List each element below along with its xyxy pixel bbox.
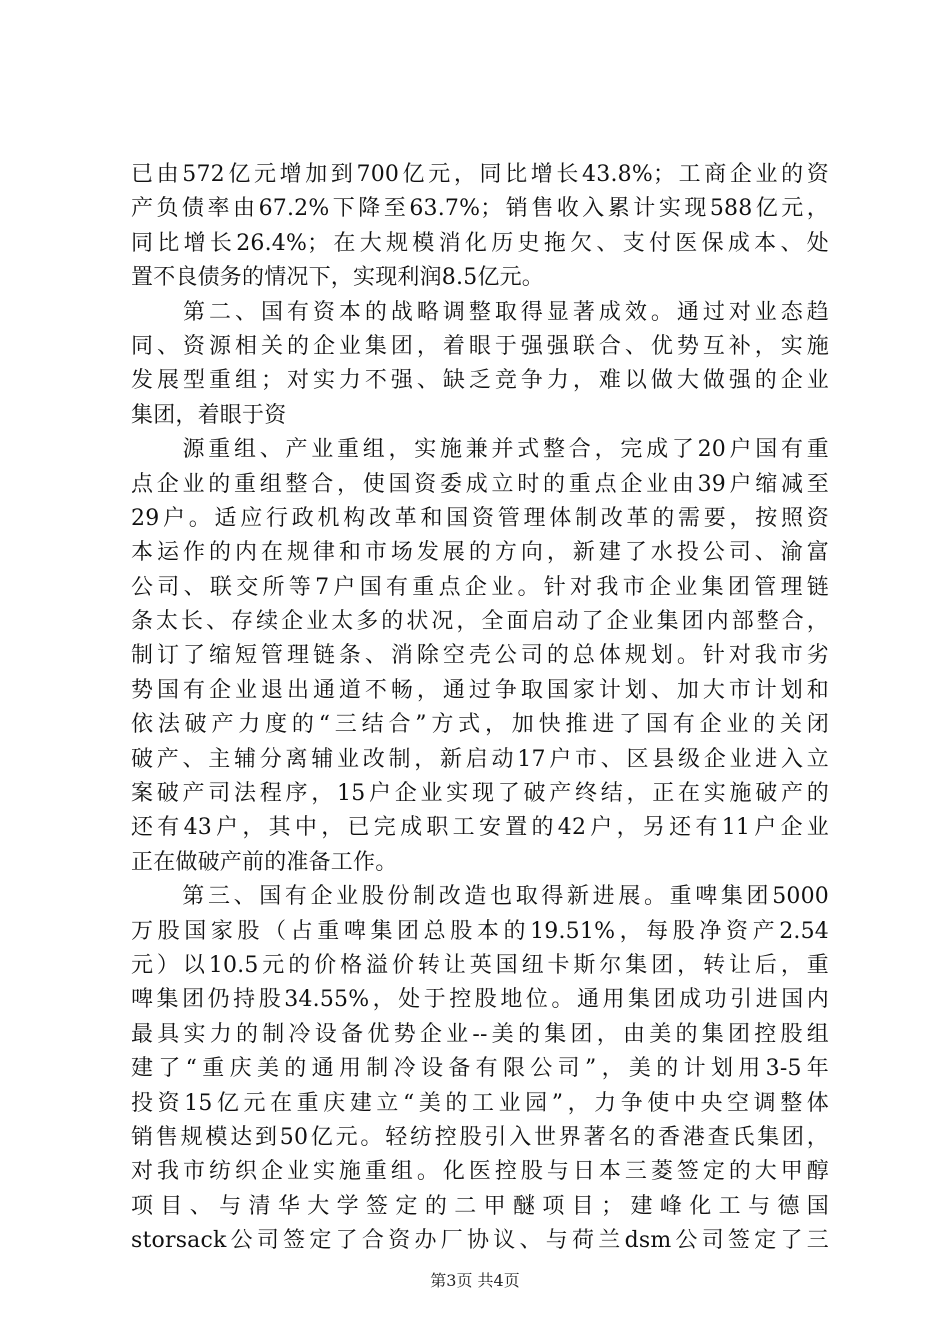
text-line: 还有43户，其中，已完成职工安置的42户，另还有11户企业: [131, 815, 829, 841]
text-line: 第三、国有企业股份制改造也取得新进展。重啤集团5000: [131, 884, 829, 910]
text-line: 最具实力的制冷设备优势企业--美的集团，由美的集团控股组: [131, 1021, 829, 1047]
text-line: 依法破产力度的“三结合”方式，加快推进了国有企业的关闭: [131, 712, 829, 738]
text-line: 建了“重庆美的通用制冷设备有限公司”，美的计划用3-5年: [131, 1056, 829, 1082]
text-line: 制订了缩短管理链条、消除空壳公司的总体规划。针对我市劣: [131, 643, 829, 669]
text-line: 销售规模达到50亿元。轻纺控股引入世界著名的香港查氏集团，: [131, 1124, 829, 1150]
text-line: storsack公司签定了合资办厂协议、与荷兰dsm公司签定了三: [131, 1228, 829, 1254]
text-line: 啤集团仍持股34.55%，处于控股地位。通用集团成功引进国内: [131, 987, 829, 1013]
text-line: 势国有企业退出通道不畅，通过争取国家计划、加大市计划和: [131, 677, 829, 703]
text-line: 投资15亿元在重庆建立“美的工业园”，力争使中央空调整体: [131, 1090, 829, 1116]
text-line: 元）以10.5元的价格溢价转让英国纽卡斯尔集团，转让后，重: [131, 952, 829, 978]
text-line: 点企业的重组整合，使国资委成立时的重点企业由39户缩减至: [131, 471, 829, 497]
text-line: 集团，着眼于资: [131, 402, 287, 428]
text-line: 万股国家股（占重啤集团总股本的19.51%，每股净资产2.54: [131, 918, 829, 944]
body-text: [131, 158, 829, 1259]
text-line: 正在做破产前的准备工作。: [131, 849, 398, 875]
text-line: 本运作的内在规律和市场发展的方向，新建了水投公司、渝富: [131, 540, 829, 566]
text-line: 公司、联交所等7户国有重点企业。针对我市企业集团管理链: [131, 574, 829, 600]
text-line: 对我市纺织企业实施重组。化医控股与日本三菱签定的大甲醇: [131, 1159, 829, 1185]
text-line: 源重组、产业重组，实施兼并式整合，完成了20户国有重: [131, 437, 829, 463]
text-line: 第二、国有资本的战略调整取得显著成效。通过对业态趋: [131, 299, 829, 325]
text-line: 已由572亿元增加到700亿元，同比增长43.8%；工商企业的资: [131, 162, 829, 187]
text-line: 29户。适应行政机构改革和国资管理体制改革的需要，按照资: [131, 505, 829, 531]
text-line: 破产、主辅分离辅业改制，新启动17户市、区县级企业进入立: [131, 746, 829, 772]
text-line: 案破产司法程序，15户企业实现了破产终结，正在实施破产的: [131, 781, 829, 807]
text-line: 同、资源相关的企业集团，着眼于强强联合、优势互补，实施: [131, 333, 829, 359]
text-line: 条太长、存续企业太多的状况，全面启动了企业集团内部整合，: [131, 609, 829, 635]
text-line: 发展型重组；对实力不强、缺乏竞争力，难以做大做强的企业: [131, 368, 829, 394]
text-line: 产负债率由67.2%下降至63.7%；销售收入累计实现588亿元，: [131, 196, 829, 222]
text-line: 置不良债务的情况下，实现利润8.5亿元。: [131, 265, 544, 291]
text-line: 项目、与清华大学签定的二甲醚项目；建峰化工与德国: [131, 1193, 829, 1219]
page-footer: 第3页 共4页: [430, 1271, 520, 1290]
text-line: 同比增长26.4%；在大规模消化历史拖欠、支付医保成本、处: [131, 230, 829, 256]
